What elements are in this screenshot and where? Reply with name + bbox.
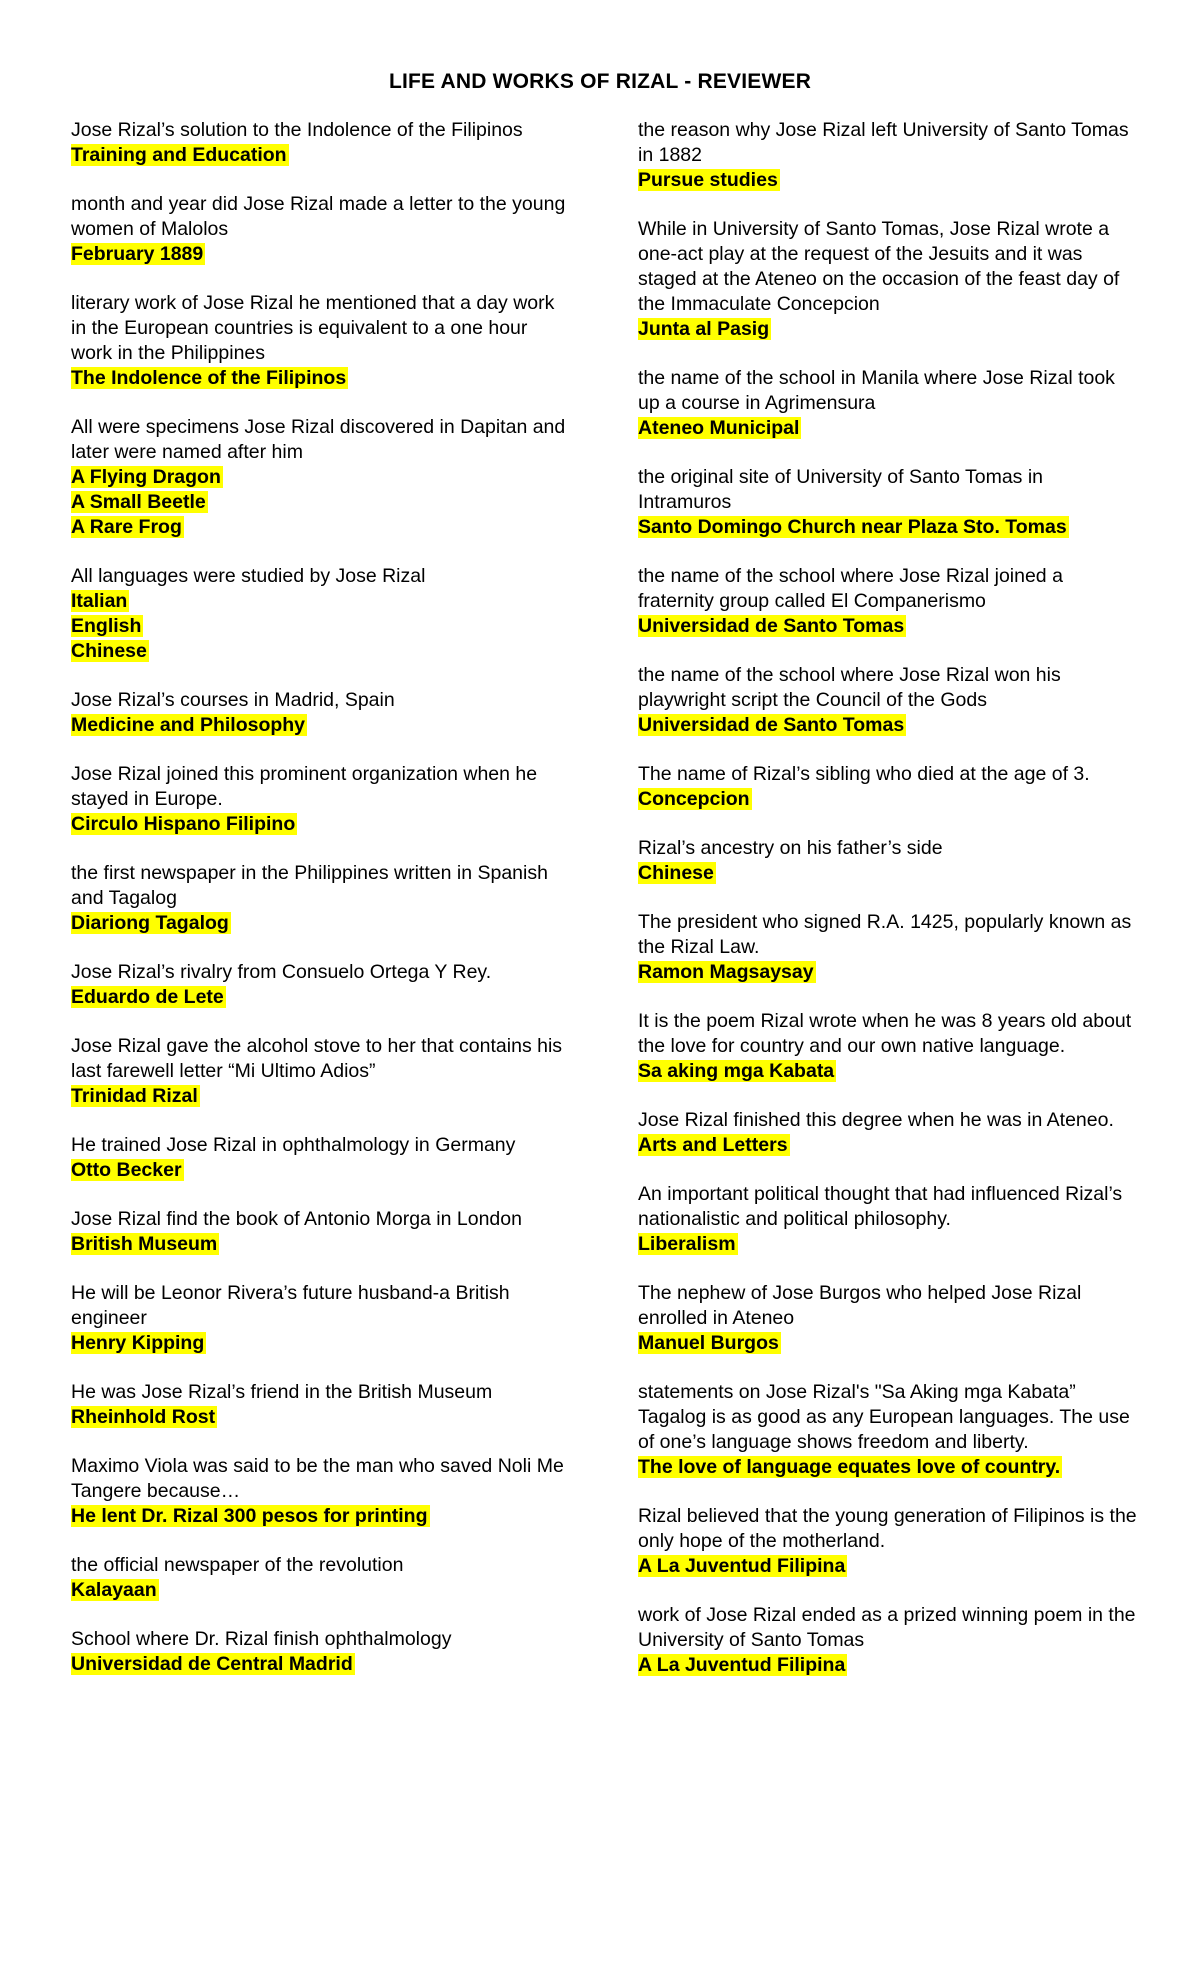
answer-highlight bbox=[638, 1653, 1138, 1678]
answer-text: English bbox=[71, 615, 142, 637]
right-column bbox=[638, 118, 1138, 1702]
qa-item bbox=[71, 1034, 571, 1109]
answer-text: Medicine and Philosophy bbox=[71, 714, 306, 736]
answer-text: Ateneo Municipal bbox=[638, 417, 800, 439]
question-text: Maximo Viola was said to be the man who saved Noli Me Tangere because… bbox=[71, 1455, 564, 1502]
answer-text: Henry Kipping bbox=[71, 1332, 205, 1354]
answer-highlight bbox=[638, 1133, 1138, 1158]
question-text: The name of Rizal’s sibling who died at the age of 3. bbox=[638, 763, 1090, 785]
answer-text: Universidad de Central Madrid bbox=[71, 1653, 353, 1675]
qa-item bbox=[638, 1009, 1138, 1084]
answer-text: Universidad de Santo Tomas bbox=[638, 615, 905, 637]
answer-highlight bbox=[71, 1331, 571, 1356]
qa-item bbox=[71, 1133, 571, 1183]
answer-highlight bbox=[71, 1405, 571, 1430]
question-text: It is the poem Rizal wrote when he was 8 years old about the love for country and our own native language. bbox=[638, 1010, 1132, 1057]
qa-item bbox=[638, 1281, 1138, 1356]
answer-highlight bbox=[71, 242, 571, 267]
qa-item bbox=[638, 663, 1138, 738]
answer-highlight bbox=[71, 614, 571, 639]
answer-highlight bbox=[71, 589, 571, 614]
answer-text: A Flying Dragon bbox=[71, 466, 221, 488]
qa-item bbox=[638, 1380, 1138, 1480]
answer-text: Chinese bbox=[71, 640, 147, 662]
qa-item bbox=[71, 192, 571, 267]
left-column bbox=[71, 118, 571, 1701]
question-text: the name of the school where Jose Rizal joined a fraternity group called El Companerismo bbox=[638, 565, 1063, 612]
qa-item bbox=[638, 564, 1138, 639]
question-text: Rizal believed that the young generation of Filipinos is the only hope of the motherland. bbox=[638, 1505, 1137, 1552]
answer-highlight bbox=[638, 614, 1138, 639]
answer-text: Manuel Burgos bbox=[638, 1332, 779, 1354]
qa-item bbox=[71, 861, 571, 936]
qa-item bbox=[71, 1281, 571, 1356]
answer-text: Ramon Magsaysay bbox=[638, 961, 814, 983]
qa-item bbox=[71, 564, 571, 664]
answer-highlight bbox=[71, 1158, 571, 1183]
answer-text: Training and Education bbox=[71, 144, 287, 166]
answer-text: A Rare Frog bbox=[71, 516, 182, 538]
page-title: LIFE AND WORKS OF RIZAL - REVIEWER bbox=[388, 70, 812, 93]
answer-text: Diariong Tagalog bbox=[71, 912, 229, 934]
answer-highlight bbox=[638, 416, 1138, 441]
answer-text: Liberalism bbox=[638, 1233, 736, 1255]
answer-text: A Small Beetle bbox=[71, 491, 206, 513]
qa-item bbox=[638, 1108, 1138, 1158]
qa-item bbox=[638, 366, 1138, 441]
question-text: Jose Rizal’s solution to the Indolence of the Filipinos bbox=[71, 119, 523, 141]
question-text: While in University of Santo Tomas, Jose Rizal wrote a one-act play at the request of the Jesuits and it was staged at the Ateneo on the occasion of the feast day of the Immaculate Concepcion bbox=[638, 218, 1120, 315]
answer-highlight bbox=[71, 1504, 571, 1529]
qa-item bbox=[638, 118, 1138, 193]
qa-item bbox=[638, 465, 1138, 540]
qa-item bbox=[71, 688, 571, 738]
answer-text: Rheinhold Rost bbox=[71, 1406, 216, 1428]
qa-item bbox=[71, 1207, 571, 1257]
qa-item bbox=[638, 836, 1138, 886]
qa-item bbox=[638, 762, 1138, 812]
answer-highlight bbox=[638, 1232, 1138, 1257]
answer-highlight bbox=[638, 960, 1138, 985]
answer-text: A La Juventud Filipina bbox=[638, 1555, 846, 1577]
question-text: literary work of Jose Rizal he mentioned that a day work in the European countries is equivalent to a one hour work in the Philippines bbox=[71, 292, 555, 364]
question-text: All languages were studied by Jose Rizal bbox=[71, 565, 426, 587]
question-text: He will be Leonor Rivera’s future husband-a British engineer bbox=[71, 1282, 510, 1329]
question-text: the name of the school where Jose Rizal won his playwright script the Council of the Gods bbox=[638, 664, 1061, 711]
question-text: month and year did Jose Rizal made a letter to the young women of Malolos bbox=[71, 193, 566, 240]
answer-text: Italian bbox=[71, 590, 128, 612]
qa-item bbox=[638, 910, 1138, 985]
qa-item bbox=[71, 118, 571, 168]
answer-highlight bbox=[71, 911, 571, 936]
answer-highlight bbox=[71, 366, 571, 391]
answer-text: Universidad de Santo Tomas bbox=[638, 714, 905, 736]
question-text: the name of the school in Manila where Jose Rizal took up a course in Agrimensura bbox=[638, 367, 1115, 414]
answer-highlight bbox=[71, 515, 571, 540]
answer-text: The love of language equates love of country. bbox=[638, 1456, 1061, 1478]
answer-highlight bbox=[638, 787, 1138, 812]
question-text: He trained Jose Rizal in ophthalmology in Germany bbox=[71, 1134, 516, 1156]
answer-text: Kalayaan bbox=[71, 1579, 157, 1601]
question-text: the original site of University of Santo Tomas in Intramuros bbox=[638, 466, 1044, 513]
qa-item bbox=[638, 1603, 1138, 1678]
qa-item bbox=[638, 1182, 1138, 1257]
answer-highlight bbox=[71, 713, 571, 738]
answer-highlight bbox=[638, 1554, 1138, 1579]
answer-text: He lent Dr. Rizal 300 pesos for printing bbox=[71, 1505, 428, 1527]
question-text: the official newspaper of the revolution bbox=[71, 1554, 404, 1576]
qa-item bbox=[71, 960, 571, 1010]
answer-highlight bbox=[71, 143, 571, 168]
answer-text: Eduardo de Lete bbox=[71, 986, 224, 1008]
question-text: statements on Jose Rizal's "Sa Aking mga Kabata” Tagalog is as good as any European languages. The use of one’s language shows freedom and liberty. bbox=[638, 1381, 1130, 1453]
answer-text: Sa aking mga Kabata bbox=[638, 1060, 835, 1082]
question-text: The nephew of Jose Burgos who helped Jose Rizal enrolled in Ateneo bbox=[638, 1282, 1082, 1329]
answer-highlight bbox=[71, 812, 571, 837]
question-text: the first newspaper in the Philippines written in Spanish and Tagalog bbox=[71, 862, 548, 909]
answer-text: Junta al Pasig bbox=[638, 318, 770, 340]
answer-text: Pursue studies bbox=[638, 169, 778, 191]
answer-highlight bbox=[638, 317, 1138, 342]
answer-text: A La Juventud Filipina bbox=[638, 1654, 846, 1676]
answer-highlight bbox=[638, 1331, 1138, 1356]
question-text: Jose Rizal gave the alcohol stove to her that contains his last farewell letter “Mi Ultimo Adios” bbox=[71, 1035, 563, 1082]
answer-highlight bbox=[638, 713, 1138, 738]
question-text: All were specimens Jose Rizal discovered in Dapitan and later were named after him bbox=[71, 416, 566, 463]
answer-text: Circulo Hispano Filipino bbox=[71, 813, 296, 835]
answer-highlight bbox=[71, 639, 571, 664]
answer-text: Otto Becker bbox=[71, 1159, 182, 1181]
answer-text: Santo Domingo Church near Plaza Sto. Tomas bbox=[638, 516, 1067, 538]
answer-text: British Museum bbox=[71, 1233, 218, 1255]
answer-text: Chinese bbox=[638, 862, 714, 884]
qa-item bbox=[71, 762, 571, 837]
answer-highlight bbox=[638, 168, 1138, 193]
question-text: He was Jose Rizal’s friend in the British Museum bbox=[71, 1381, 493, 1403]
answer-text: Trinidad Rizal bbox=[71, 1085, 198, 1107]
question-text: work of Jose Rizal ended as a prized winning poem in the University of Santo Tomas bbox=[638, 1604, 1136, 1651]
answer-highlight bbox=[71, 465, 571, 490]
qa-item bbox=[71, 415, 571, 540]
answer-highlight bbox=[638, 515, 1138, 540]
qa-item bbox=[638, 1504, 1138, 1579]
question-text: Jose Rizal’s rivalry from Consuelo Ortega Y Rey. bbox=[71, 961, 492, 983]
answer-highlight bbox=[71, 1652, 571, 1677]
qa-item bbox=[638, 217, 1138, 342]
answer-highlight bbox=[638, 1455, 1138, 1480]
question-text: Jose Rizal joined this prominent organization when he stayed in Europe. bbox=[71, 763, 538, 810]
question-text: Rizal’s ancestry on his father’s side bbox=[638, 837, 943, 859]
question-text: School where Dr. Rizal finish ophthalmology bbox=[71, 1628, 452, 1650]
qa-item bbox=[71, 291, 571, 391]
answer-highlight bbox=[71, 1578, 571, 1603]
qa-item bbox=[71, 1627, 571, 1677]
answer-text: Arts and Letters bbox=[638, 1134, 788, 1156]
answer-highlight bbox=[71, 490, 571, 515]
answer-text: The Indolence of the Filipinos bbox=[71, 367, 347, 389]
question-text: The president who signed R.A. 1425, popularly known as the Rizal Law. bbox=[638, 911, 1132, 958]
qa-item bbox=[71, 1553, 571, 1603]
answer-text: February 1889 bbox=[71, 243, 204, 265]
question-text: Jose Rizal finished this degree when he was in Ateneo. bbox=[638, 1109, 1114, 1131]
answer-highlight bbox=[71, 1084, 571, 1109]
answer-text: Concepcion bbox=[638, 788, 750, 810]
question-text: Jose Rizal find the book of Antonio Morga in London bbox=[71, 1208, 522, 1230]
question-text: the reason why Jose Rizal left University of Santo Tomas in 1882 bbox=[638, 119, 1129, 166]
answer-highlight bbox=[71, 1232, 571, 1257]
answer-highlight bbox=[638, 1059, 1138, 1084]
qa-item bbox=[71, 1454, 571, 1529]
qa-item bbox=[71, 1380, 571, 1430]
question-text: Jose Rizal’s courses in Madrid, Spain bbox=[71, 689, 395, 711]
answer-highlight bbox=[71, 985, 571, 1010]
answer-highlight bbox=[638, 861, 1138, 886]
question-text: An important political thought that had influenced Rizal’s nationalistic and political philosophy. bbox=[638, 1183, 1123, 1230]
